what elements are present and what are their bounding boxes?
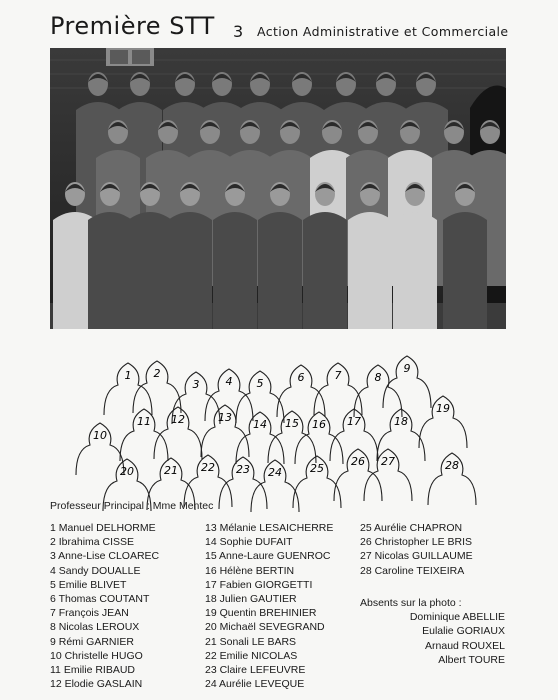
seat-outline: [277, 365, 325, 417]
seat-number: 14: [253, 418, 267, 431]
student-list-col2: [205, 521, 333, 691]
list-item: 14 Sophie DUFAIT: [205, 536, 293, 549]
seat-number: 5: [256, 377, 264, 390]
seat-outline: [104, 363, 152, 415]
seat-number: 16: [312, 418, 326, 431]
seat-number: 25: [310, 462, 324, 475]
list-item: 3 Anne-Lise CLOAREC: [50, 550, 160, 563]
seat-outline: [364, 449, 412, 501]
seat-outline: [236, 412, 284, 464]
seat-number: 20: [120, 465, 134, 478]
list-item: 8 Nicolas LEROUX: [50, 621, 140, 634]
class-title: Première STT: [50, 12, 215, 40]
list-item: 21 Sonali LE BARS: [205, 635, 297, 648]
seat-number: 13: [218, 411, 232, 424]
list-item: Arnaud ROUXEL: [425, 639, 505, 652]
list-item: 7 François JEAN: [50, 607, 129, 620]
seat-number: 17: [347, 415, 361, 428]
list-item: Eulalie GORIAUX: [422, 625, 505, 638]
student-list-col1: [50, 521, 159, 691]
seat-number: 22: [201, 461, 215, 474]
seat-number: 1: [124, 369, 132, 382]
seat-number: 24: [268, 466, 282, 479]
list-item: 28 Caroline TEIXEIRA: [360, 564, 465, 577]
list-item: 25 Aurélie CHAPRON: [360, 522, 463, 534]
seat-number: 11: [137, 415, 151, 428]
list-item: 16 Hélène BERTIN: [205, 564, 295, 577]
class-photo: [50, 48, 506, 329]
list-item: 13 Mélanie LESAICHERRE: [205, 522, 334, 534]
seat-outline: [251, 460, 299, 512]
seat-outline: [377, 409, 425, 461]
list-item: 4 Sandy DOUALLE: [50, 564, 141, 577]
seat-outline: [334, 449, 382, 501]
seat-number: 3: [192, 378, 200, 391]
seat-outline: [133, 361, 181, 413]
list-item: 18 Julien GAUTIER: [205, 593, 297, 606]
seat-number: 4: [225, 375, 233, 388]
seat-number: 18: [394, 415, 408, 428]
seat-number: 12: [171, 413, 185, 426]
list-item: 19 Quentin BREHINIER: [205, 607, 317, 620]
list-item: Dominique ABELLIE: [409, 611, 505, 624]
seat-outline: [354, 365, 402, 417]
class-subtitle: Action Administrative et Commerciale: [257, 24, 509, 39]
seat-outline: [383, 356, 431, 408]
list-item: 24 Aurélie LEVEQUE: [205, 678, 305, 691]
seat-outline: [295, 412, 343, 464]
seat-number: 2: [153, 367, 161, 380]
seat-outline: [120, 409, 168, 461]
absent-list: [360, 596, 505, 667]
list-item: 10 Christelle HUGO: [50, 649, 143, 662]
seat-number: 27: [381, 455, 395, 468]
seat-number: 10: [93, 429, 107, 442]
list-item: 6 Thomas COUTANT: [50, 593, 150, 606]
seat-number: 15: [285, 417, 299, 430]
seat-number: 23: [236, 463, 250, 476]
header: [50, 12, 520, 46]
seat-outline: [330, 409, 378, 461]
list-item: 20 Michaël SEVEGRAND: [205, 621, 325, 634]
seat-outline: [419, 396, 467, 448]
list-item: 22 Emilie NICOLAS: [205, 649, 298, 662]
seat-outline: [268, 411, 316, 463]
list-item: 27 Nicolas GUILLAUME: [360, 550, 473, 563]
list-item: 12 Elodie GASLAIN: [50, 678, 143, 691]
list-item: 5 Emilie BLIVET: [50, 578, 127, 591]
list-item: 17 Fabien GIORGETTI: [205, 578, 313, 591]
seating-diagram: [60, 345, 500, 495]
seat-number: 9: [403, 362, 411, 375]
seat-number: 7: [334, 369, 342, 382]
absent-heading: Absents sur la photo :: [360, 597, 462, 609]
seat-outline: [219, 457, 267, 509]
list-item: 26 Christopher LE BRIS: [360, 536, 473, 549]
seat-number: 8: [374, 371, 382, 384]
list-item: 11 Emilie RIBAUD: [50, 664, 135, 677]
seat-number: 19: [436, 402, 450, 415]
principal-teacher: Professeur Principal : Mme Mentec: [50, 500, 214, 512]
student-list-col3: [360, 521, 473, 578]
seat-number: 21: [164, 464, 178, 477]
seat-outline: [201, 405, 249, 457]
seat-number: 26: [351, 455, 365, 468]
list-item: Albert TOURE: [438, 653, 505, 666]
seat-number: 28: [445, 459, 459, 472]
class-number: 3: [233, 22, 244, 41]
list-item: 15 Anne-Laure GUENROC: [205, 550, 331, 563]
list-item: 9 Rémi GARNIER: [50, 635, 135, 648]
list-item: 23 Claire LEFEUVRE: [205, 664, 306, 677]
list-item: 2 Ibrahima CISSE: [50, 536, 135, 549]
seat-outline: [76, 423, 124, 475]
seat-outline: [154, 407, 202, 459]
list-item: 1 Manuel DELHORME: [50, 522, 156, 534]
seat-outline: [428, 453, 476, 505]
seat-number: 6: [297, 371, 305, 384]
